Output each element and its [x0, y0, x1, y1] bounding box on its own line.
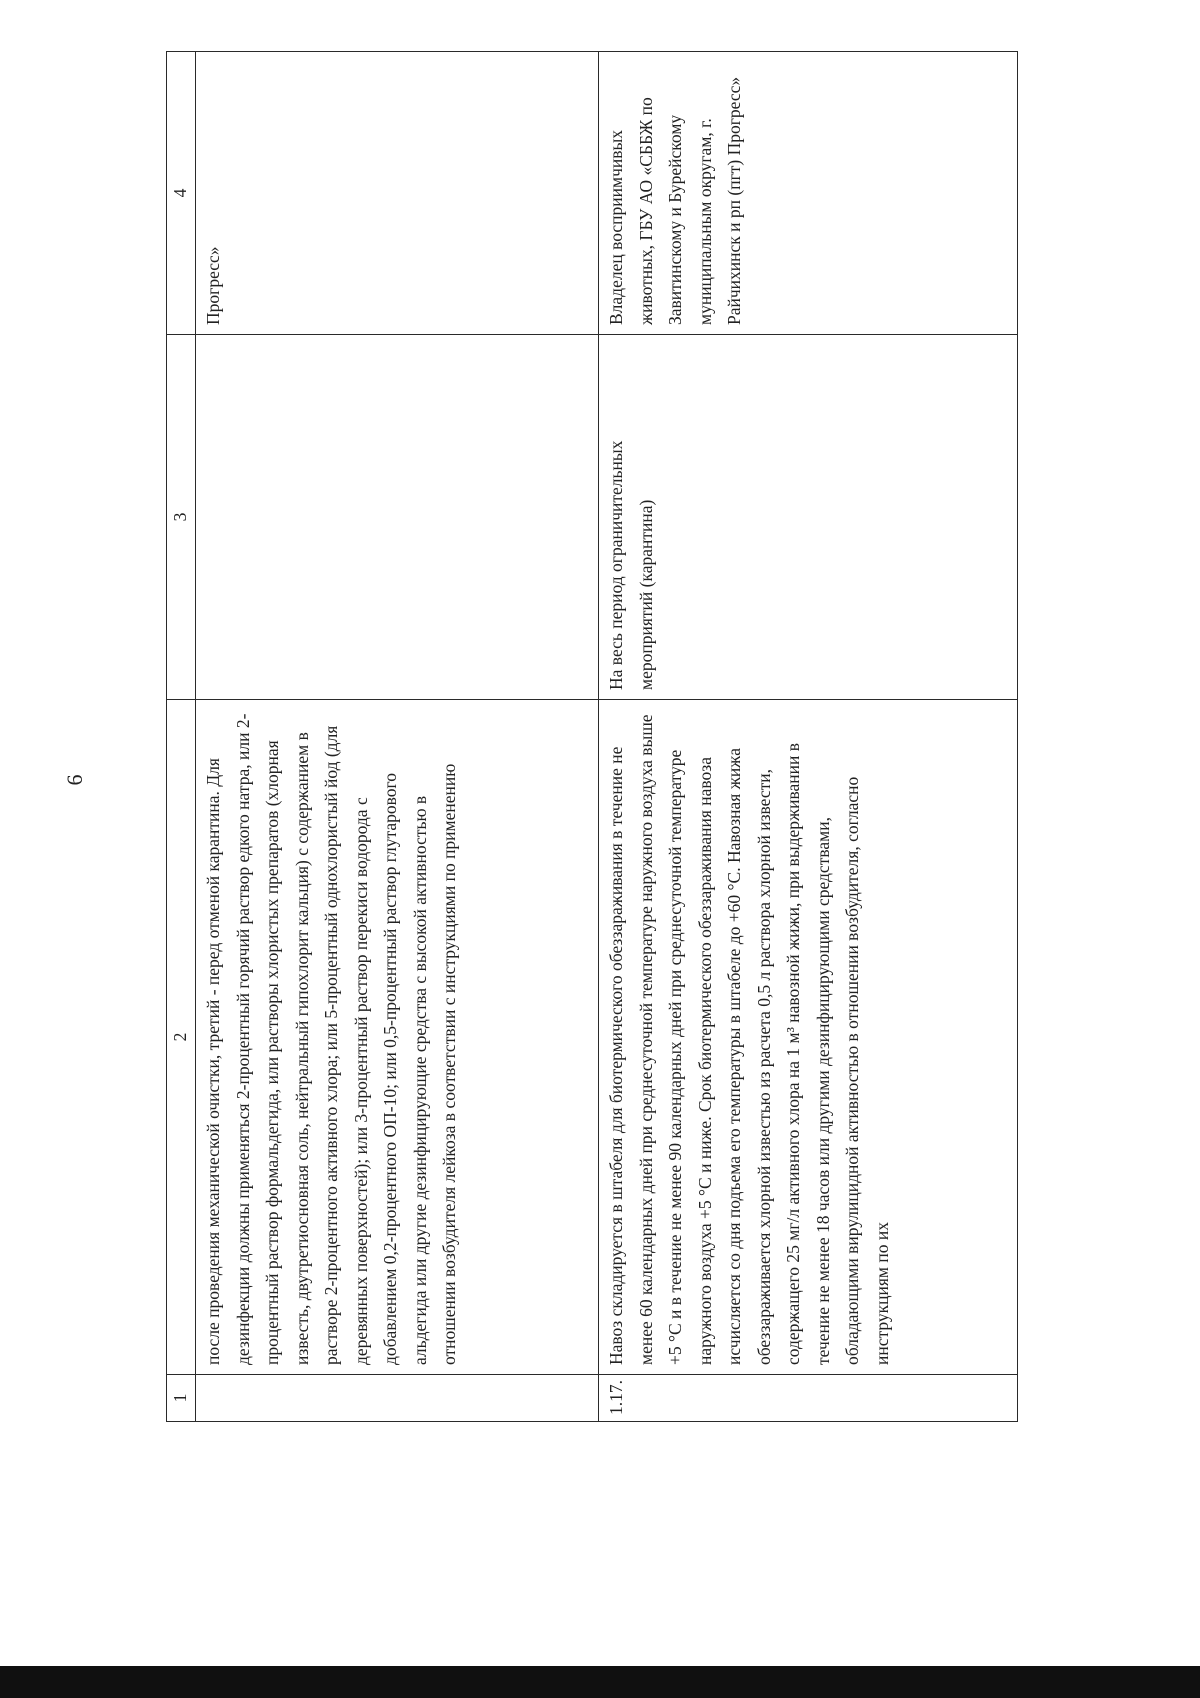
- header-col-2: 2: [167, 700, 196, 1375]
- header-col-4: 4: [167, 52, 196, 335]
- page-number: 6: [62, 774, 87, 786]
- table-row: [599, 52, 1018, 1422]
- table-row: [196, 52, 599, 1422]
- measure-text: Навоз складируется в штабеля для биотермического обеззараживания в течение не менее 60 календарных дней при среднесуточной температуре наружного воздуха выше +5 °С и в течение не менее 90 календарных дней при среднесуточной температуре наружного воздуха +5 °С и ниже. Срок биотермического обеззараживания навоза исчисляется со дня подъема его температуры в штабеле до +60 °С. Навозная жижа обеззараживается хлорной известью из расчета 0,5 л раствора хлорной извести, содержащего 25 мг/л активного хлора на 1 м³ навозной жижи, при выдерживании в течение не менее 18 часов или другими дезинфицирующими средствами, обладающими вирулицидной активностью в отношении возбудителя, согласно инструкциям по их: [599, 700, 1018, 1375]
- period-text: На весь период ограничительных мероприятий (карантина): [599, 335, 1018, 700]
- measure-text: после проведения механической очистки, третий - перед отменой карантина. Для дезинфекции должны применяться 2-процентный горячий раствор едкого натра, или 2-процентный раствор формальдегида, или растворы хлористых препаратов (хлорная известь, двутретиосновная соль, нейтральный гипохлорит кальция) с содержанием в растворе 2-процентного активного хлора; или 5-процентный однохлористый йод (для деревянных поверхностей); или 3-процентный раствор перекиси водорода с добавлением 0,2-процентного ОП-10; или 0,5-процентный раствор глутарового альдегида или другие дезинфицирующие средства с высокой активностью в отношении возбудителя лейкоза в соответствии с инструкциями по применению: [196, 700, 599, 1375]
- row-number: 1.17.: [599, 1375, 1018, 1422]
- header-col-1: 1: [167, 1375, 196, 1422]
- rotated-table-container: [166, 52, 1018, 1422]
- header-row: [167, 52, 196, 1422]
- header-col-3: 3: [167, 335, 196, 700]
- row-number: [196, 1375, 599, 1422]
- quarantine-measures-table: [166, 51, 1018, 1422]
- responsible-text: Прогресс»: [196, 52, 599, 335]
- scan-edge: [0, 1666, 1200, 1698]
- responsible-text: Владелец восприимчивых животных, ГБУ АО «СББЖ по Завитинскому и Бурейскому муниципальным округам, г. Райчихинск и рп (пгт) Прогресс»: [599, 52, 1018, 335]
- period-text: [196, 335, 599, 700]
